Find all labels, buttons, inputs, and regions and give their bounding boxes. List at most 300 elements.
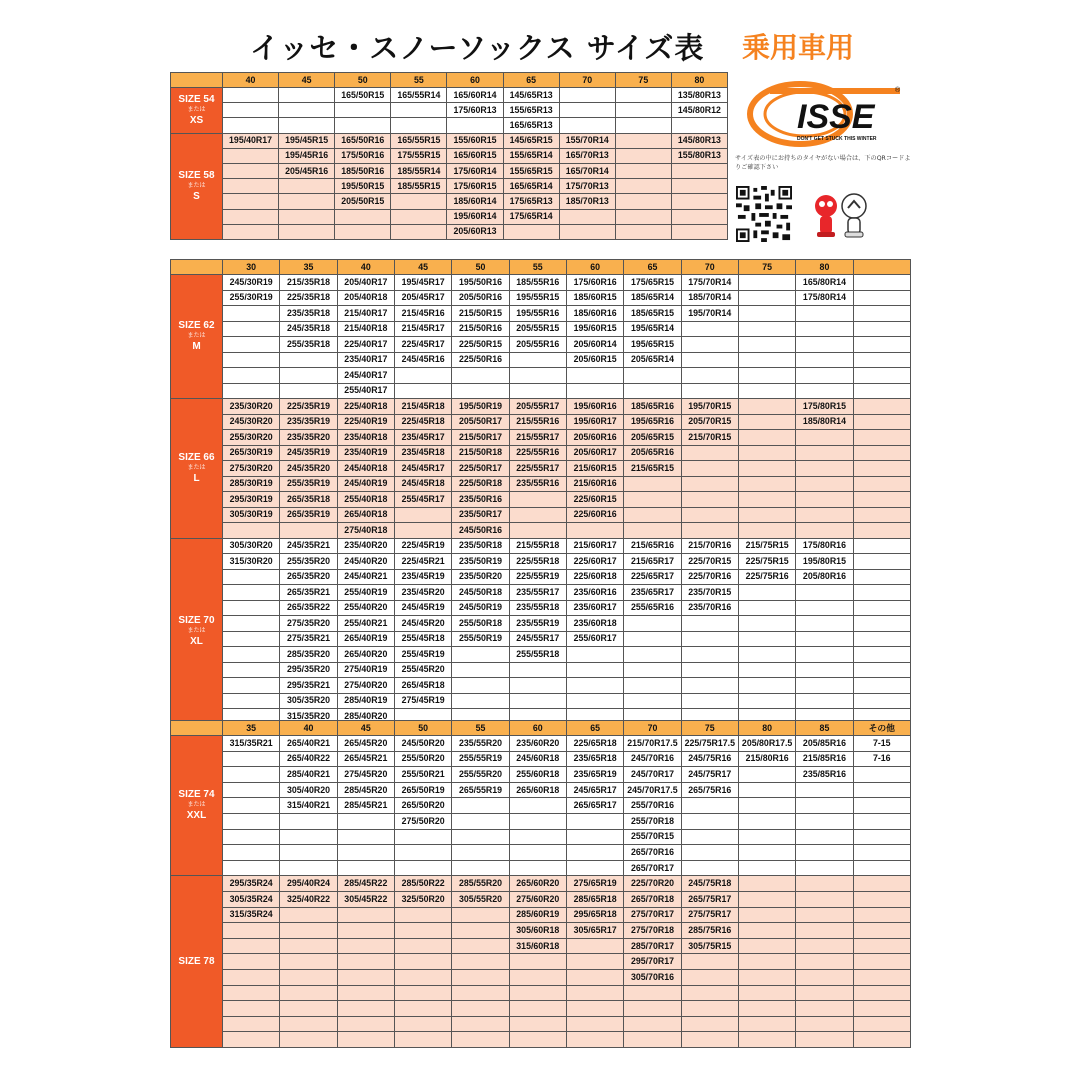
tire-size-cell: 225/60R17	[566, 554, 623, 570]
tire-size-cell: 255/40R20	[337, 600, 394, 616]
tire-size-cell	[796, 907, 853, 923]
tire-size-cell	[280, 1032, 337, 1048]
tire-size-cell: 265/60R20	[509, 876, 566, 892]
tire-size-cell	[853, 461, 910, 477]
tire-size-cell: 195/65R15	[624, 337, 681, 353]
tire-size-cell	[223, 368, 280, 384]
tire-size-cell: 265/35R20	[280, 569, 337, 585]
tire-size-cell	[738, 1032, 795, 1048]
aspect-ratio-header: 60	[509, 721, 566, 736]
tire-size-cell	[624, 616, 681, 632]
tire-size-cell: 215/55R16	[509, 414, 566, 430]
tire-size-cell: 195/65R14	[624, 321, 681, 337]
table-row	[171, 163, 728, 178]
tire-size-cell: 325/40R22	[280, 891, 337, 907]
tire-size-cell	[509, 1016, 566, 1032]
table-row	[171, 662, 911, 678]
tire-size-cell	[280, 923, 337, 939]
table-row	[171, 368, 911, 384]
size-label	[171, 88, 223, 134]
tire-size-cell	[280, 954, 337, 970]
tire-size-cell: 265/40R19	[337, 631, 394, 647]
tire-size-cell: 175/60R14	[447, 163, 503, 178]
tire-size-cell	[681, 693, 738, 709]
table-row	[171, 103, 728, 118]
tire-size-cell: 225/45R19	[394, 538, 451, 554]
tire-size-cell	[671, 194, 727, 209]
table-row	[171, 538, 911, 554]
tire-size-cell: 255/35R18	[280, 337, 337, 353]
tire-size-cell: 285/50R22	[394, 876, 451, 892]
tire-size-cell: 265/40R18	[337, 507, 394, 523]
tire-size-cell: 245/50R18	[452, 585, 509, 601]
tire-size-cell: 235/45R20	[394, 585, 451, 601]
tire-size-cell: 195/55R15	[509, 290, 566, 306]
tire-size-cell	[509, 383, 566, 399]
tire-size-cell	[671, 163, 727, 178]
tire-size-cell	[681, 1001, 738, 1017]
tire-size-cell	[624, 368, 681, 384]
tire-size-cell	[681, 1016, 738, 1032]
table-row	[171, 209, 728, 224]
tire-size-cell	[671, 224, 727, 239]
tire-size-cell	[624, 523, 681, 539]
tire-size-cell	[738, 275, 795, 291]
tire-size-cell	[223, 662, 280, 678]
table-row	[171, 969, 911, 985]
table-row	[171, 352, 911, 368]
tire-size-cell: 315/35R24	[223, 907, 280, 923]
table-row	[171, 736, 911, 752]
tire-size-cell	[853, 368, 910, 384]
tire-size-cell	[796, 352, 853, 368]
tire-size-cell	[223, 647, 280, 663]
tire-size-cell: 225/60R16	[566, 507, 623, 523]
tire-size-cell	[738, 693, 795, 709]
tire-size-cell: 225/55R16	[509, 445, 566, 461]
tire-size-cell	[394, 985, 451, 1001]
tire-size-cell	[223, 600, 280, 616]
tire-size-cell	[681, 647, 738, 663]
tire-size-cell: 225/55R19	[509, 569, 566, 585]
tire-size-cell: 235/55R16	[509, 476, 566, 492]
tire-size-cell: 235/65R19	[566, 767, 623, 783]
tire-size-cell	[279, 194, 335, 209]
tire-size-cell: 245/45R18	[394, 476, 451, 492]
tire-size-cell	[337, 813, 394, 829]
tire-size-cell	[796, 430, 853, 446]
tire-size-cell: 215/50R17	[452, 430, 509, 446]
tire-size-cell	[394, 860, 451, 876]
tire-size-cell: 205/65R15	[624, 430, 681, 446]
tire-size-cell: 185/80R14	[796, 414, 853, 430]
tire-size-cell	[335, 209, 391, 224]
tire-size-cell	[394, 383, 451, 399]
tire-size-cell	[796, 969, 853, 985]
size-or: または	[187, 627, 206, 634]
tire-size-cell: 195/45R15	[279, 133, 335, 148]
tire-size-cell	[738, 399, 795, 415]
tire-size-cell: 245/50R20	[394, 736, 451, 752]
tire-size-cell	[223, 631, 280, 647]
tire-size-cell: 255/70R15	[624, 829, 681, 845]
tire-size-cell	[223, 798, 280, 814]
table-row	[171, 938, 911, 954]
tire-size-cell: 285/45R21	[337, 798, 394, 814]
tire-size-cell: 225/60R18	[566, 569, 623, 585]
size-or: または	[187, 464, 206, 471]
table-row	[171, 554, 911, 570]
size-or: または	[187, 802, 206, 809]
tire-size-cell	[223, 969, 280, 985]
tire-size-cell	[509, 662, 566, 678]
tire-size-cell: 215/45R17	[394, 321, 451, 337]
tire-size-cell	[223, 194, 279, 209]
tire-size-cell: 255/40R21	[337, 616, 394, 632]
tire-size-cell	[738, 507, 795, 523]
tire-size-cell: 295/30R19	[223, 492, 280, 508]
tire-size-cell	[796, 782, 853, 798]
tire-size-cell: 145/80R12	[671, 103, 727, 118]
tire-size-cell	[853, 430, 910, 446]
tire-size-cell	[566, 693, 623, 709]
tire-size-cell: 175/80R16	[796, 538, 853, 554]
tire-size-cell	[394, 969, 451, 985]
tire-size-cell: 205/60R15	[566, 352, 623, 368]
aspect-ratio-header: 35	[223, 721, 280, 736]
tire-size-cell	[559, 118, 615, 133]
tire-size-cell	[394, 938, 451, 954]
tire-size-cell	[624, 678, 681, 694]
tire-size-cell: 195/50R19	[452, 399, 509, 415]
tire-size-cell	[853, 306, 910, 322]
tire-size-cell: 245/40R20	[337, 554, 394, 570]
tire-size-cell: 265/35R22	[280, 600, 337, 616]
tire-size-cell	[566, 845, 623, 861]
tire-size-cell: 245/35R19	[280, 445, 337, 461]
tire-size-cell	[681, 860, 738, 876]
tire-size-cell	[279, 103, 335, 118]
tire-size-cell	[796, 523, 853, 539]
tire-size-cell	[738, 492, 795, 508]
tire-size-cell	[391, 118, 447, 133]
tire-size-cell	[223, 985, 280, 1001]
tire-size-cell	[452, 798, 509, 814]
header-row	[171, 73, 728, 88]
tire-size-cell	[796, 631, 853, 647]
tire-size-cell: 225/70R15	[681, 554, 738, 570]
tire-size-cell: 275/65R19	[566, 876, 623, 892]
tire-size-cell	[452, 923, 509, 939]
tire-size-cell: 245/35R18	[280, 321, 337, 337]
tire-size-cell	[509, 492, 566, 508]
tire-size-cell	[853, 829, 910, 845]
tire-size-cell: 255/45R17	[394, 492, 451, 508]
tire-size-cell: 255/70R16	[624, 798, 681, 814]
tire-size-cell	[853, 554, 910, 570]
tire-size-cell	[738, 860, 795, 876]
tire-size-cell: 205/50R15	[335, 194, 391, 209]
tire-size-cell: 305/30R20	[223, 538, 280, 554]
tire-size-cell: 265/40R20	[337, 647, 394, 663]
tire-size-cell	[452, 647, 509, 663]
tire-size-cell	[738, 938, 795, 954]
tire-size-cell: 285/35R20	[280, 647, 337, 663]
tire-size-cell	[738, 829, 795, 845]
size-code: M	[192, 341, 201, 352]
tire-size-cell	[853, 938, 910, 954]
tire-size-cell	[280, 1016, 337, 1032]
tire-size-cell: 245/45R17	[394, 461, 451, 477]
aspect-ratio-header: 75	[681, 721, 738, 736]
tire-size-cell	[223, 179, 279, 194]
tire-size-cell: 255/30R19	[223, 290, 280, 306]
tire-size-cell: 245/45R19	[394, 600, 451, 616]
tire-size-cell: 185/55R14	[391, 163, 447, 178]
tire-size-cell: 285/40R20	[337, 709, 394, 725]
tire-size-cell	[509, 368, 566, 384]
tire-size-cell	[738, 845, 795, 861]
tire-size-cell	[796, 492, 853, 508]
tire-size-cell	[738, 430, 795, 446]
tire-size-cell: 245/40R18	[337, 461, 394, 477]
tire-size-cell	[337, 938, 394, 954]
tire-size-cell	[853, 507, 910, 523]
table-row	[171, 693, 911, 709]
tire-size-cell	[796, 337, 853, 353]
tire-size-cell	[853, 860, 910, 876]
tire-size-cell	[853, 891, 910, 907]
tire-size-cell: 215/60R15	[566, 461, 623, 477]
tire-size-cell	[223, 163, 279, 178]
tire-size-cell	[559, 88, 615, 103]
table-row	[171, 616, 911, 632]
table-row	[171, 383, 911, 399]
tire-size-cell: 165/70R14	[559, 163, 615, 178]
tire-size-cell: 185/70R13	[559, 194, 615, 209]
tire-size-cell	[738, 461, 795, 477]
tire-size-cell	[615, 133, 671, 148]
tire-size-cell: 195/70R14	[681, 306, 738, 322]
tire-size-cell	[223, 693, 280, 709]
tire-size-cell: 285/75R16	[681, 923, 738, 939]
tire-size-cell: 205/80R16	[796, 569, 853, 585]
tire-size-cell: 205/40R17	[337, 275, 394, 291]
tire-size-cell: 315/40R21	[280, 798, 337, 814]
tire-size-cell: 235/50R16	[452, 492, 509, 508]
tire-size-cell: 235/55R17	[509, 585, 566, 601]
tire-size-cell: 215/50R15	[452, 306, 509, 322]
qr-code-icon[interactable]	[736, 186, 792, 242]
tire-size-cell	[337, 860, 394, 876]
tire-size-cell	[796, 1001, 853, 1017]
aspect-ratio-header: 45	[394, 260, 451, 275]
tire-size-cell: 215/40R18	[337, 321, 394, 337]
table-row	[171, 631, 911, 647]
tire-size-cell: 235/50R18	[452, 538, 509, 554]
table-row	[171, 523, 911, 539]
header-row	[171, 721, 911, 736]
tire-size-cell	[681, 616, 738, 632]
tire-size-cell	[624, 662, 681, 678]
aspect-ratio-header: 45	[279, 73, 335, 88]
tire-size-cell	[223, 306, 280, 322]
tire-size-cell	[566, 860, 623, 876]
tire-size-cell: 305/35R20	[280, 693, 337, 709]
tire-size-cell: 255/70R18	[624, 813, 681, 829]
tire-size-cell: 215/65R16	[624, 538, 681, 554]
tire-size-cell: 235/60R20	[509, 736, 566, 752]
tire-size-cell: 205/65R16	[624, 445, 681, 461]
tire-size-cell	[337, 845, 394, 861]
tire-size-cell: 305/45R22	[337, 891, 394, 907]
tire-size-cell: 265/40R22	[280, 751, 337, 767]
tire-size-cell: 275/35R20	[280, 616, 337, 632]
tire-size-cell: 255/40R17	[337, 383, 394, 399]
tire-size-cell: 225/75R16	[738, 569, 795, 585]
header-corner	[171, 721, 223, 736]
tire-size-cell	[280, 985, 337, 1001]
tire-size-cell	[509, 1032, 566, 1048]
size-label	[171, 538, 223, 724]
aspect-ratio-header: 50	[335, 73, 391, 88]
tire-size-cell	[566, 368, 623, 384]
tire-size-cell	[566, 523, 623, 539]
tire-size-cell	[624, 476, 681, 492]
tire-size-cell	[738, 290, 795, 306]
aspect-ratio-header: 50	[394, 721, 451, 736]
tire-size-cell	[681, 985, 738, 1001]
size-table-1	[170, 72, 728, 240]
tire-size-cell	[853, 954, 910, 970]
tire-size-cell: 185/65R14	[624, 290, 681, 306]
tire-size-cell	[796, 693, 853, 709]
tire-size-cell: 175/70R13	[559, 179, 615, 194]
tire-size-cell: 235/70R16	[681, 600, 738, 616]
tire-size-cell	[337, 954, 394, 970]
tire-size-cell	[853, 798, 910, 814]
tire-size-cell	[853, 907, 910, 923]
table-row	[171, 678, 911, 694]
tire-size-cell	[391, 224, 447, 239]
isse-logo	[745, 72, 905, 152]
tire-size-cell	[337, 923, 394, 939]
tire-size-cell: 215/60R17	[566, 538, 623, 554]
tire-size-cell: 265/60R18	[509, 782, 566, 798]
tire-size-cell	[853, 523, 910, 539]
tire-size-cell	[853, 876, 910, 892]
tire-size-cell: 205/50R16	[452, 290, 509, 306]
tire-size-cell: 275/30R20	[223, 461, 280, 477]
tire-size-cell	[796, 445, 853, 461]
tire-size-cell: 205/55R16	[509, 337, 566, 353]
aspect-ratio-header: 75	[615, 73, 671, 88]
tire-size-cell	[223, 224, 279, 239]
tire-size-cell	[509, 860, 566, 876]
tire-size-cell: 315/35R21	[223, 736, 280, 752]
aspect-ratio-header: 60	[566, 260, 623, 275]
tire-size-cell: 175/60R16	[566, 275, 623, 291]
tire-size-cell: 265/70R18	[624, 891, 681, 907]
tire-size-cell: 205/65R14	[624, 352, 681, 368]
tire-size-cell	[671, 179, 727, 194]
tire-size-cell	[624, 1001, 681, 1017]
size-or: または	[187, 106, 206, 113]
tire-size-cell	[738, 585, 795, 601]
tire-size-cell: 225/35R19	[280, 399, 337, 415]
tire-size-cell: 275/40R18	[337, 523, 394, 539]
tire-size-cell: 275/75R17	[681, 907, 738, 923]
table-row	[171, 461, 911, 477]
tire-size-cell: 255/40R19	[337, 585, 394, 601]
tire-size-cell: 305/55R20	[452, 891, 509, 907]
tire-size-cell	[796, 507, 853, 523]
tire-size-cell: 215/70R17.5	[624, 736, 681, 752]
size-label	[171, 133, 223, 239]
tire-size-cell	[566, 985, 623, 1001]
tire-size-cell: 155/65R15	[503, 163, 559, 178]
tire-size-cell	[337, 985, 394, 1001]
aspect-ratio-header: 70	[681, 260, 738, 275]
tire-size-cell	[559, 103, 615, 118]
tire-size-cell	[566, 938, 623, 954]
tire-size-cell: 235/70R15	[681, 585, 738, 601]
aspect-ratio-header: 65	[624, 260, 681, 275]
tire-size-cell	[223, 1016, 280, 1032]
table-row	[171, 118, 728, 133]
tire-size-cell: 215/45R18	[394, 399, 451, 415]
tire-size-cell	[853, 275, 910, 291]
tire-size-cell	[394, 1032, 451, 1048]
tire-size-cell: 235/35R20	[280, 430, 337, 446]
tire-size-cell	[337, 1001, 394, 1017]
tire-size-cell	[223, 860, 280, 876]
tire-size-cell: 245/45R16	[394, 352, 451, 368]
tire-size-cell: 265/70R16	[624, 845, 681, 861]
tire-size-cell	[452, 368, 509, 384]
table-row	[171, 476, 911, 492]
tire-size-cell: 205/60R14	[566, 337, 623, 353]
tire-size-cell: 285/30R19	[223, 476, 280, 492]
table-row	[171, 306, 911, 322]
tire-size-cell	[223, 767, 280, 783]
logo-text: ISSE	[797, 98, 875, 136]
tire-size-cell: 295/40R24	[280, 876, 337, 892]
tire-size-cell	[681, 492, 738, 508]
tire-size-cell	[335, 224, 391, 239]
tire-size-cell: 245/50R16	[452, 523, 509, 539]
tire-size-cell	[223, 829, 280, 845]
tire-size-cell	[796, 1016, 853, 1032]
tire-size-cell: 215/65R17	[624, 554, 681, 570]
tire-size-cell: 195/45R16	[279, 148, 335, 163]
tire-size-cell	[796, 845, 853, 861]
aspect-ratio-header: 65	[566, 721, 623, 736]
tire-size-cell	[394, 845, 451, 861]
tire-size-cell: 255/50R20	[394, 751, 451, 767]
tire-size-cell	[280, 829, 337, 845]
tire-size-cell: 275/70R18	[624, 923, 681, 939]
tire-size-cell: 215/60R16	[566, 476, 623, 492]
tire-size-cell	[566, 813, 623, 829]
tire-size-cell: 225/45R17	[394, 337, 451, 353]
tire-size-cell: 225/35R18	[280, 290, 337, 306]
tire-size-cell: 225/50R16	[452, 352, 509, 368]
header-corner	[171, 73, 223, 88]
tire-size-cell	[615, 118, 671, 133]
aspect-ratio-header: 40	[337, 260, 394, 275]
tire-size-cell: 145/80R13	[671, 133, 727, 148]
